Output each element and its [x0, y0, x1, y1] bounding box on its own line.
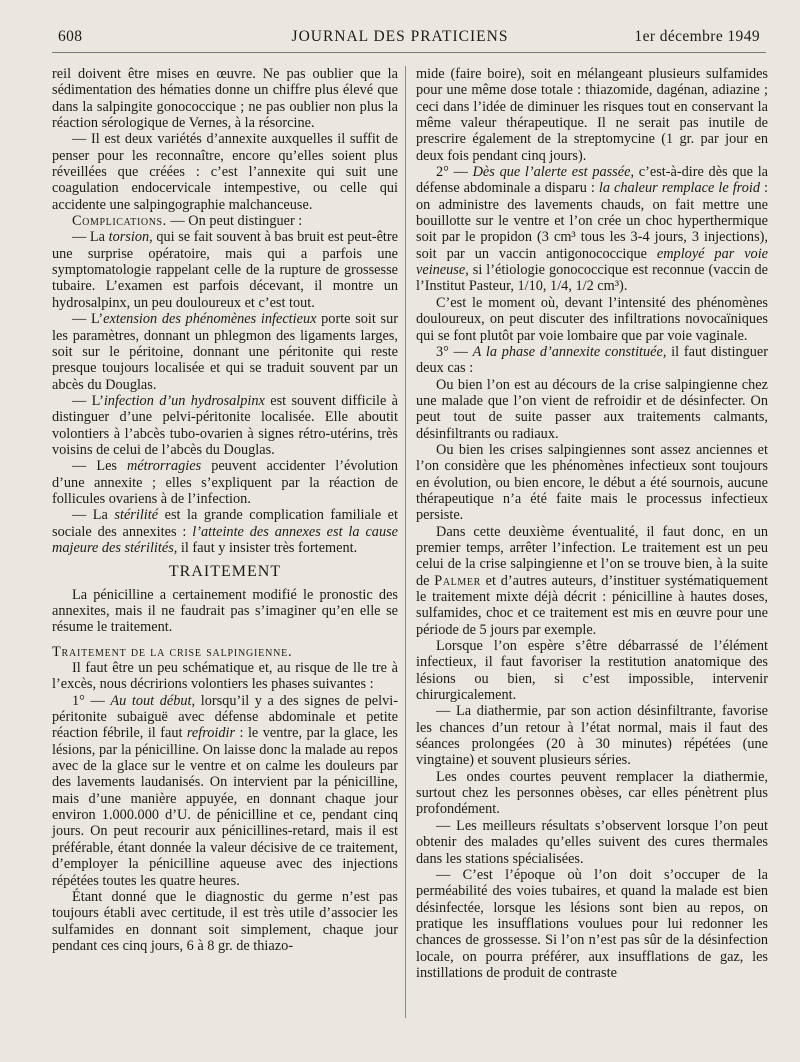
paragraph: — Les meilleurs résultats s’observent lorsque l’on peut obtenir des malades qu’elles suivent des cures thermales dans les stations spécialisées.: [416, 817, 768, 867]
paragraph-phase-2: 2° — Dès que l’alerte est passée, c’est-à-dire dès que la défense abdominale a disparu : la chaleur remplace le froid : on administre des lavements chauds, on fait mettre une bouillotte sur le ventre et l’on crée un choc hyperthermique soit par le propidon (3 cm³ tous les 3-4 jours, 3 injections), soit par un vaccin antigonococcique employé par voie veineuse, si l’étiologie gonococcique est reconnue (vaccin de l’Institut Pasteur, 1/10, 1/4, 1/2 cm³).: [416, 164, 769, 295]
paragraph-sterilite: — La stérilité est la grande complication familiale et sociale des annexites : l’atteinte des annexes est la cause majeure des stérilités, il faut y insister très fortement.: [52, 507, 399, 556]
paragraph: — Il est deux variétés d’annexite auxquelles il suffit de penser pour les reconnaître, encore qu’elles soient plus réveillées que créées : c’est l’annexite qui suit une coagulation endocervicale intempestive, ou celle qui accidente une salpingographie malchanceuse.: [52, 131, 398, 213]
paragraph: Il faut être un peu schématique et, au risque de lle tre à l’excès, nous décririons volontiers les phases suivantes :: [52, 660, 398, 693]
paragraph: reil doivent être mises en œuvre. Ne pas oublier que la sédimentation des hématies donne un chiffre plus élevé que dans la salpingite gonococcique ; ne pas oublier non plus la réaction sérologique de Vernes, à la résorcine.: [52, 66, 398, 132]
issue-date: 1er décembre 1949: [634, 28, 760, 45]
paragraph: Les ondes courtes peuvent remplacer la diathermie, surtout chez les personnes obèses, car elles pénètrent plus profondément.: [416, 768, 768, 818]
section-title-traitement: TRAITEMENT: [168, 563, 282, 581]
column-divider: [405, 66, 406, 1018]
journal-title: JOURNAL DES PRATICIENS: [291, 28, 509, 45]
paragraph-hydrosalpinx: — L’infection d’un hydrosalpinx est souvent difficile à distinguer d’une pelvi-péritonite localisée. Elle aboutit volontiers à l’abcès tubo-ovarien à signes rétro-utérins, très voisins de celui de l’abcès du Douglas.: [52, 392, 398, 458]
running-header: [40, 28, 760, 50]
paragraph-phase-1: 1° — Au tout début, lorsqu’il y a des signes de pelvi-péritonite subaiguë avec défense abdominale et petite réaction fébrile, il faut refroidir : le ventre, par la glace, les lésions, par la pénicilline. On laisse donc la malade au repos avec de la glace sur le ventre et on calme les douleurs par des lavements laudanisés. On intervient par la pénicilline, mais d’une manière appuyée, en donnant chaque jour environ 1.000.000 d’U. de pénicilline et ce, pendant cinq jours. On peut recourir aux pénicillines-retard, mais il est préférable, étant donnée la valeur décisive de ce traitement, d’employer la pénicilline aqueuse avec des injections répétées toutes les quatre heures.: [52, 692, 399, 889]
paragraph: Ou bien l’on est au décours de la crise salpingienne chez une malade que l’on vient de refroidir et de désinfecter. On peut tout de suite passer aux traitements calmants, désinfiltrants ou radiaux.: [416, 376, 768, 442]
paragraph: — La diathermie, par son action désinfiltrante, favorise les chances d’un retour à l’état normal, mais il faut des séances prolongées (20 à 30 minutes) répétées (une vingtaine) et souvent plusieurs séries.: [416, 703, 768, 769]
paragraph: C’est le moment où, devant l’intensité des phénomènes douloureux, on peut discuter des infiltrations novocaïniques qui se font plutôt par voie lombaire que par voie vaginale.: [416, 294, 768, 344]
paragraph: Ou bien les crises salpingiennes sont assez anciennes et l’on considère que les phénomènes infectieux sont toujours en évolution, ou bien encore, le début a été sournois, aucune thérapeutique n’a été faite mais le processus infectieux persiste.: [416, 441, 768, 524]
paragraph-phase-3: 3° — A la phase d’annexite constituée, il faut distinguer deux cas :: [416, 343, 769, 377]
header-rule: [52, 52, 766, 53]
paragraph-metrorragies: — Les métrorragies peuvent accidenter l’évolution d’une annexite ; elles s’expliquent par la réaction de follicules ovariens à de l’infection.: [52, 458, 398, 507]
left-column: [52, 66, 398, 954]
paragraph-palmer: Dans cette deuxième éventualité, il faut donc, en un premier temps, arrêter l’infection. Le traitement est un peu celui de la crise salpingienne et l’on se trouve bien, à la suite de Palmer et d’autres auteurs, d’instituer systématiquement le traitement mixte déjà décrit : pénicilline à hautes doses, sulfamides, choc et ce traitement est mis en œuvre pour une période de 5 jours par exemple.: [416, 523, 768, 638]
paragraph-torsion: — La torsion, qui se fait souvent à bas bruit est peut-être une surprise opératoire, mais qui a parfois une symptomatologie rappelant celle de la rupture de grossesse tubaire. L’examen est parfois décevant, il montre un hydrosalpinx, un peu douloureux et c’est tout.: [52, 229, 398, 311]
page-number: 608: [58, 28, 83, 45]
paragraph-extension: — L’extension des phénomènes infectieux porte soit sur les paramètres, donnant un phlegmon des ligaments larges, soit sur le péritoine, donnant une péritonite qui reste presque toujours localisée et qui se traduit souvent par un abcès du Douglas.: [52, 311, 398, 393]
paragraph: La pénicilline a certainement modifié le pronostic des annexites, mais il ne faudrait pas s’imaginer qu’en elle se résume le traitement.: [52, 586, 398, 636]
paragraph: Étant donné que le diagnostic du germe n’est pas toujours établi avec certitude, il est très utile d’associer les sulfamides en donnant soit simplement, chaque jour pendant ces cinq jours, 6 à 8 gr. de thiazo-: [52, 888, 398, 954]
paragraph: Lorsque l’on espère s’être débarrassé de l’élément infectieux, il faut favoriser la restitution anatomique des lésions ou bien, si c’est impossible, intervenir chirurgicalement.: [416, 638, 768, 704]
paragraph: mide (faire boire), soit en mélangeant plusieurs sulfamides pour une même dose totale : thiazomide, dagénan, adiazine ; ceci dans l’idée de diminuer les risques tout en conservant la même valeur thérapeutique. Il ne serait pas inutile de prescrire également de la streptomycine (1 gr. par jour en deux fois pendant cinq jours).: [416, 66, 768, 164]
paragraph: — C’est l’époque où l’on doit s’occuper de la perméabilité des voies tubaires, et quand la malade est bien désinfectée, lorsque les lésions sont bien au repos, on pratique les insufflations voulues pour lui redonner les chances de grossesse. Si l’on n’est pas sûr de la désinfection locale, on pourra préférer, aux insufflations de gaz, les instillations de produit de contraste: [416, 866, 768, 981]
subheading-crise-salpingienne: Traitement de la crise salpingienne.: [52, 643, 293, 660]
complications-label: Complications.: [72, 213, 167, 230]
right-column: [416, 66, 768, 981]
complications-paragraph: Complications. — On peut distinguer :: [72, 213, 303, 230]
